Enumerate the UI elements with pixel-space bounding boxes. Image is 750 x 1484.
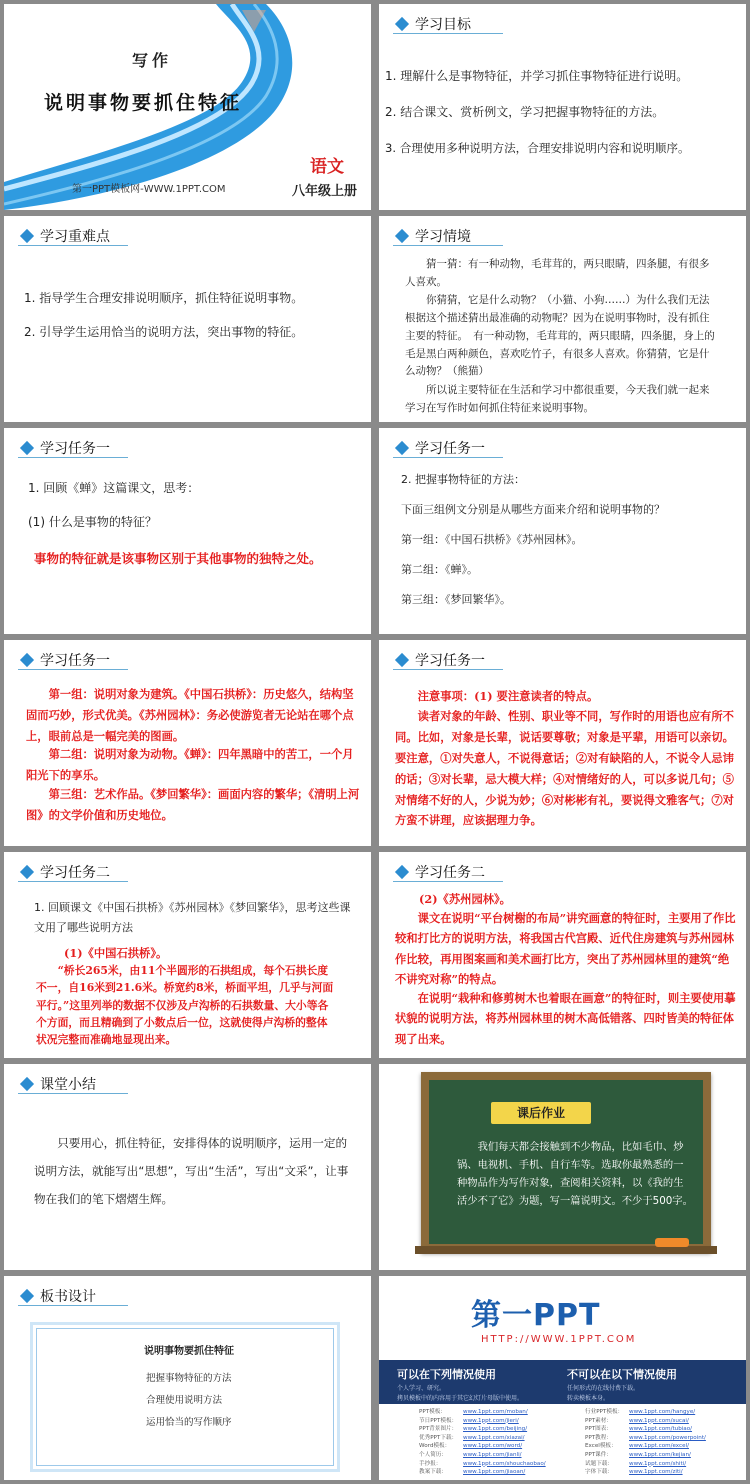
homework-slide <box>379 1064 746 1270</box>
question-line: (1) 什么是事物的特征？ <box>28 515 157 529</box>
group-line: 第二组：《蝉》。 <box>401 563 478 576</box>
resource-link-label: 行业PPT模板： <box>585 1409 624 1415</box>
scenario-paragraph: 所以说主要特征在生活和学习中都很重要，今天我们就一起来学习在写作时如何抓住特征来说明事物。 <box>405 384 710 414</box>
resource-link[interactable]: www.1ppt.com/moban/ <box>463 1409 528 1415</box>
diamond-icon <box>20 1076 34 1090</box>
board-title: 说明事物要抓住特征 <box>144 1346 234 1357</box>
diamond-icon <box>395 864 409 878</box>
resource-link[interactable]: www.1ppt.com/tubiao/ <box>629 1426 693 1433</box>
resource-link-label: 优秀PPT下载： <box>419 1434 458 1441</box>
diamond-icon <box>20 440 34 454</box>
slide-title: 说明事物要抓住特征 <box>44 92 243 114</box>
analysis-paragraph: 第二组：说明对象为动物。《蝉》：四年黑暗中的苦工，一个月阳光下的享乐。 <box>26 747 354 782</box>
keypoint-item: 1. 指导学生合理安排说明顺序，抓住特征说明事物。 <box>24 291 304 305</box>
resource-link-row <box>419 1468 569 1477</box>
diamond-icon <box>395 16 409 30</box>
resource-link-label: PPT课件： <box>585 1451 612 1458</box>
resource-link-row <box>585 1417 735 1426</box>
question-line: 1. 回顾课文《中国石拱桥》《苏州园林》《梦回繁华》，思考这些课文用了哪些说明方法 <box>34 901 351 934</box>
resource-link[interactable]: www.1ppt.com/xiazai/ <box>463 1434 525 1441</box>
diamond-icon <box>395 652 409 666</box>
question-line: 1. 回顾《蝉》这篇课文，思考： <box>28 481 200 495</box>
scenario-slide <box>379 216 746 422</box>
slide-header: 学习任务一 <box>18 438 128 458</box>
example-title: (1)《中国石拱桥》。 <box>64 946 168 960</box>
resource-link[interactable]: www.1ppt.com/excel/ <box>629 1443 689 1450</box>
can-use-title: 可以在下列情况使用 <box>397 1368 496 1381</box>
resource-link-label: PPT背景图片： <box>419 1426 458 1433</box>
resource-link-label: PPT图表： <box>585 1426 612 1433</box>
cannot-use-item: 转卖模板本身。 <box>567 1395 610 1402</box>
slide-header: 课堂小结 <box>18 1074 128 1094</box>
resource-link-label: 手抄报： <box>419 1460 442 1467</box>
title-slide <box>4 4 371 210</box>
example-paragraph: 在说明“栽种和修剪树木也着眼在画意”的特征时，则主要使用摹状貌的说明方法，将苏州园林里的树木高低错落、四时皆美的特征体现了出来。 <box>395 991 736 1046</box>
resource-link-label: PPT教程： <box>585 1434 612 1441</box>
resource-link-row <box>419 1460 569 1469</box>
chalk-tray <box>415 1246 717 1254</box>
resource-link-row <box>585 1468 735 1477</box>
grade-label: 八年级上册 <box>292 184 358 199</box>
analysis-paragraph: 第一组：说明对象为建筑。《中国石拱桥》：历史悠久，结构坚固而巧妙，形式优美。《苏州园林》：务必使游览者无论站在哪个点上，眼前总是一幅完美的图画。 <box>26 687 354 743</box>
board-line: 把握事物特征的方法 <box>146 1373 232 1384</box>
resource-link-row <box>419 1451 569 1460</box>
can-use-item: 个人学习、研究。 <box>397 1385 446 1392</box>
example-text: “桥长265米，由11个半圆形的石拱组成，每个石拱长度不一，自16米到21.6米。桥宽约8米，桥面平坦，几乎与河面平行。”这里列举的数据不仅涉及卢沟桥的石拱数量、大小等各个方面，而且精确到了小数点后一位，这就使得卢沟桥的整体状况完整而准确地显现出来。 <box>36 964 334 1047</box>
website-label: 第一PPT模板网-WWW.1PPT.COM <box>72 184 226 195</box>
goal-item: 1. 理解什么是事物特征，并学习抓住事物特征进行说明。 <box>385 69 689 83</box>
resource-link[interactable]: www.1ppt.com/sucai/ <box>629 1417 689 1424</box>
resource-link[interactable]: www.1ppt.com/powerpoint/ <box>629 1434 706 1441</box>
resource-link[interactable]: www.1ppt.com/beijing/ <box>463 1426 528 1433</box>
can-use-item: 拷贝模板中的内容用于其它幻灯片母版中使用。 <box>397 1395 524 1402</box>
resource-link-row <box>585 1460 735 1469</box>
goal-item: 3. 合理使用多种说明方法，合理安排说明内容和说明顺序。 <box>385 141 690 155</box>
diamond-icon <box>20 864 34 878</box>
homework-text: 我们每天都会接触到不少物品，比如毛巾、炒锅、电视机、手机、自行车等。选取你最熟悉的一种物品作为写作对象，查阅相关资料，以《我的生活少不了它》为题，写一篇说明文。不少于500字。 <box>457 1141 693 1208</box>
resource-link-label: 试题下载： <box>585 1460 613 1467</box>
slide-header: 学习任务一 <box>393 650 503 670</box>
resource-link-label: PPT模板： <box>419 1409 446 1415</box>
resource-link-row <box>419 1425 569 1434</box>
resource-link-label: Word模板： <box>419 1443 451 1450</box>
resource-link-row <box>585 1425 735 1434</box>
resource-link-label: 节日PPT模板： <box>419 1417 458 1424</box>
group-line: 第三组：《梦回繁华》。 <box>401 593 511 606</box>
diamond-icon <box>20 1288 34 1302</box>
resource-link-label: 个人简历： <box>419 1451 447 1458</box>
resource-link-row <box>419 1434 569 1443</box>
ppt-logo: 第一PPT <box>471 1298 601 1333</box>
links-right <box>585 1408 735 1477</box>
resource-link-label: 字体下载： <box>585 1469 613 1476</box>
resource-link[interactable]: www.1ppt.com/jianli/ <box>463 1451 522 1458</box>
promo-slide <box>379 1276 746 1480</box>
slide-header: 学习情境 <box>393 226 503 246</box>
task1-slide-a <box>4 428 371 634</box>
diamond-icon <box>395 440 409 454</box>
summary-text: 只要用心，抓住特征，安排得体的说明顺序，运用一定的说明方法，就能写出“思想”，写出“生活”，写出“文采”，让事物在我们的笔下熠熠生辉。 <box>34 1136 349 1206</box>
example-title: (2)《苏州园林》。 <box>419 892 511 906</box>
resource-link[interactable]: www.1ppt.com/word/ <box>463 1443 523 1450</box>
analysis-paragraph: 第三组：艺术作品。《梦回繁华》：画面内容的繁华；《清明上河图》的文学价值和历史地位。 <box>26 787 360 822</box>
example-paragraph: 课文在说明“平台树榭的布局”讲究画意的特征时，主要用了作比较和打比方的说明方法，将我国古代宫殿、近代住房建筑与苏州园林作比较，再用图案画和美术画打比方，突出了苏州园林里的建筑“绝不讲究对称”的特点。 <box>395 911 736 986</box>
resource-link[interactable]: www.1ppt.com/shouchaobao/ <box>463 1460 546 1467</box>
resource-link[interactable]: www.1ppt.com/kejian/ <box>629 1451 691 1458</box>
resource-link-label: Excel模板： <box>585 1443 617 1450</box>
slide-header: 学习任务二 <box>393 862 503 882</box>
resource-link-row <box>419 1408 569 1417</box>
subject-label: 语文 <box>310 157 344 177</box>
task1-slide-d <box>379 640 746 846</box>
resource-link-row <box>585 1434 735 1443</box>
notice-paragraph: 注意事项：(1) 要注意读者的特点。 <box>417 689 599 703</box>
group-line: 第一组：《中国石拱桥》《苏州园林》。 <box>401 533 583 546</box>
slide-header: 学习重难点 <box>18 226 128 246</box>
resource-link[interactable]: www.1ppt.com/hangye/ <box>629 1409 696 1415</box>
board-design-slide <box>4 1276 371 1480</box>
resource-link-row <box>585 1408 735 1417</box>
slide-header: 学习任务一 <box>393 438 503 458</box>
resource-link-label: 教案下载： <box>419 1469 447 1476</box>
resource-link-row <box>419 1442 569 1451</box>
cannot-use-item: 任何形式的在线付费下载。 <box>567 1385 640 1392</box>
keypoint-item: 2. 引导学生运用恰当的说明方法，突出事物的特征。 <box>24 325 304 339</box>
slide-header: 学习目标 <box>393 14 503 34</box>
scenario-paragraph: 你猜猜，它是什么动物？（小猫、小狗……）为什么我们无法根据这个描述猜出最准确的动物呢？因为在说明事物时，没有抓住主要的特征。 有一种动物，毛茸茸的，两只眼睛，四条腿，身上的毛是黑白两种颜色，喜欢吃竹子，有很多人喜欢。你猜猜，它是什么动物？（熊猫） <box>405 294 715 378</box>
resource-link[interactable]: www.1ppt.com/jieri/ <box>463 1417 519 1424</box>
slide-header: 学习任务二 <box>18 862 128 882</box>
resource-link-label: PPT素材： <box>585 1417 612 1424</box>
diamond-icon <box>20 228 34 242</box>
task1-slide-c <box>4 640 371 846</box>
question-line: 下面三组例文分别是从哪些方面来介绍和说明事物的？ <box>401 503 665 516</box>
question-line: 2. 把握事物特征的方法： <box>401 473 525 486</box>
slide-header: 学习任务一 <box>18 650 128 670</box>
answer-text: 事物的特征就是该事物区别于其他事物的独特之处。 <box>34 551 322 566</box>
summary-slide <box>4 1064 371 1270</box>
keypoints-slide <box>4 216 371 422</box>
resource-link-row <box>585 1442 735 1451</box>
diamond-icon <box>20 652 34 666</box>
notice-paragraph: 读者对象的年龄、性别、职业等不同，写作时的用语也应有所不同。比如，对象是长辈，说话要尊敬；对象是平辈，用语可以亲切。要注意，①对失意人，不说得意话；②对有缺陷的人，不说令人忌讳的话；③对长辈，忌大模大样；④对情绪好的人，可以多说几句；⑤对情绪不好的人，少说为妙；⑥对彬彬有礼，要说得文雅客气；⑦对方蛮不讲理，应该据理力争。 <box>395 709 734 828</box>
resource-link[interactable]: www.1ppt.com/ziti/ <box>629 1469 683 1476</box>
board-line: 合理使用说明方法 <box>146 1395 223 1406</box>
diamond-icon <box>395 228 409 242</box>
slide-header: 板书设计 <box>18 1286 128 1306</box>
task1-slide-b <box>379 428 746 634</box>
goals-slide <box>379 4 746 210</box>
homework-title: 课后作业 <box>491 1102 591 1124</box>
slide-category: 写作 <box>132 51 173 70</box>
task2-slide-a <box>4 852 371 1058</box>
resource-link[interactable]: www.1ppt.com/shiti/ <box>629 1460 687 1467</box>
chalk-icon <box>655 1238 689 1247</box>
links-left <box>419 1408 569 1477</box>
resource-link[interactable]: www.1ppt.com/jiaoan/ <box>463 1469 526 1476</box>
ppt-url: HTTP://WWW.1PPT.COM <box>481 1334 637 1345</box>
goal-item: 2. 结合课文、赏析例文，学习把握事物特征的方法。 <box>385 105 665 119</box>
cannot-use-title: 不可以在以下情况使用 <box>567 1368 677 1381</box>
board-line: 运用恰当的写作顺序 <box>146 1417 232 1428</box>
resource-link-row <box>419 1417 569 1426</box>
resource-link-row <box>585 1451 735 1460</box>
scenario-paragraph: 猜一猜：有一种动物，毛茸茸的，两只眼睛，四条腿，有很多人喜欢。 <box>405 258 710 288</box>
task2-slide-b <box>379 852 746 1058</box>
